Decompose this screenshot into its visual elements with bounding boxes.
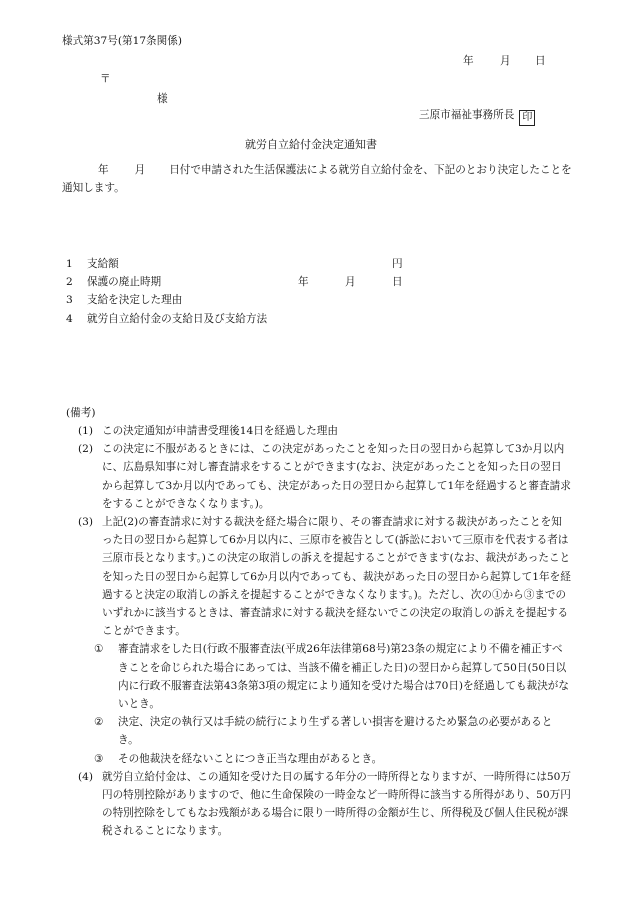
remark-1-number: (1) <box>78 425 94 437</box>
item-4-number: 4 <box>66 313 73 325</box>
sub-remark-2-number: ② <box>94 716 104 729</box>
item-3-label: 支給を決定した理由 <box>87 294 183 306</box>
remark-2 <box>78 440 572 513</box>
remark-3 <box>78 513 572 640</box>
remarks-list <box>78 422 572 841</box>
item-2-month: 月 <box>345 276 356 288</box>
item-4-label: 就労自立給付金の支給日及び支給方法 <box>87 313 268 325</box>
intro-year-label: 年 <box>98 164 109 176</box>
sub-remark-3-number: ③ <box>94 752 104 765</box>
sub-remark-3 <box>78 750 572 768</box>
sub-remark-3-text: その他裁決を経ないことにつき正当な理由があるとき。 <box>118 752 383 765</box>
remark-4 <box>78 768 572 841</box>
item-2-year: 年 <box>298 276 309 288</box>
remark-4-number: (4) <box>78 770 94 783</box>
item-1-label: 支給額 <box>87 258 119 270</box>
sub-remark-1-number: ① <box>94 643 104 656</box>
sub-remark-1 <box>78 640 572 713</box>
seal-mark: 印 <box>519 110 535 126</box>
intro-text: 日付で申請された生活保護法による就労自立給付金を、下記のとおり決定したことを通知します。 <box>62 164 572 195</box>
issuer-name: 三原市福祉事務所長 <box>419 109 515 121</box>
item-3-number: 3 <box>66 294 73 306</box>
sub-remark-1-text: 審査請求をした日(行政不服審査法(平成26年法律第68号)第23条の規定により不備を補正すべきことを命じられた場合にあっては、当該不備を補正した日)の翌日から起算して50日(50日以内に行政不服審査法第43条第3項の規定により通知を受けた場合は70日)を経過しても裁決がないとき。 <box>118 643 569 711</box>
date-day-label: 日 <box>535 55 546 67</box>
issuer-line <box>419 107 535 126</box>
intro-month-label: 月 <box>134 164 146 176</box>
item-1-number: 1 <box>66 258 73 270</box>
remark-1-text: この決定通知が申請書受理後14日を経過した理由 <box>102 425 338 437</box>
sub-remark-2-text: 決定、決定の執行又は手続の続行により生ずる著しい損害を避けるため緊急の必要があるとき。 <box>118 716 553 747</box>
item-2-number: 2 <box>66 276 73 288</box>
addressee-suffix: 様 <box>157 93 168 105</box>
item-2-day: 日 <box>392 276 403 288</box>
remarks-heading: (備考) <box>66 407 96 419</box>
postal-mark: 〒 <box>100 73 111 85</box>
remark-4-text: 就労自立給付金は、この通知を受けた日の属する年分の一時所得となりますが、一時所得には50万円の特別控除がありますので、他に生命保険の一時金など一時所得に該当する所得があり、50万円の特別控除をしてもなお残額がある場合に限り一時所得の金額が生じ、所得税及び個人住民税が課税されることになります。 <box>102 770 572 838</box>
sub-remark-2 <box>78 713 572 749</box>
remark-2-text: この決定に不服があるときには、この決定があったことを知った日の翌日から起算して3か月以内に、広島県知事に対し審査請求をすることができます(なお、決定があったことを知った日の翌日から起算して3か月以内であっても、決定があった日の翌日から起算して1年を経過すると審査請求をすることができなくなります。)。 <box>102 443 571 510</box>
remark-3-number: (3) <box>78 516 94 529</box>
date-year-label: 年 <box>463 55 474 67</box>
intro-paragraph <box>62 161 572 197</box>
remark-1 <box>78 422 572 440</box>
form-number: 様式第37号(第17条関係) <box>62 35 182 47</box>
remark-2-number: (2) <box>78 443 94 456</box>
document-title: 就労自立給付金決定通知書 <box>245 138 377 151</box>
item-2-label: 保護の廃止時期 <box>87 276 162 288</box>
date-month-label: 月 <box>500 55 511 67</box>
remark-3-text: 上記(2)の審査請求に対する裁決を経た場合に限り、その審査請求に対する裁決があったことを知った日の翌日から起算して6か月以内に、三原市を被告として(訴訟において三原市を代表する者は三原市長となります。)この決定の取消しの訴えを提起することができます(なお、裁決があったことを知った日の翌日から起算して6か月以内であっても、裁決があった日の翌日から起算して1年を経過すると決定の取消しの訴えを提起することができなくなります。)。ただし、次の①から③までのいずれかに該当するときは、審査請求に対する裁決を経ないでこの決定の取消しの訴えを提起することができます。 <box>102 516 571 638</box>
item-1-unit: 円 <box>392 258 403 270</box>
